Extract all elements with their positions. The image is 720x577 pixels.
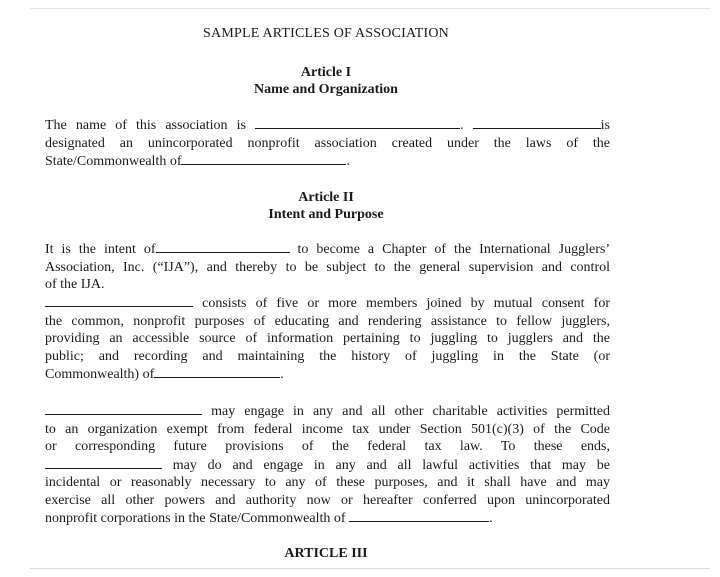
article-2-paragraph-1 [45,240,610,294]
paragraph-line: designated an unincorporated nonprofit association created under the laws of the [45,135,610,151]
state-blank [181,152,346,165]
paragraph-line: public; and recording and maintaining the history of juggling in the State (or [45,348,610,364]
paragraph-line: incidental or reasonably necessary to any of these purposes, and it shall have and may [45,475,610,490]
paragraph-line [45,152,610,171]
paragraph-line: the common, nonprofit purposes of educating and rendering assistance to fellow jugglers, [45,313,610,329]
article-2-heading: Article II [298,190,354,205]
paragraph-line: exercise all other powers and authority now or hereafter conferred upon unincorporated [45,492,610,508]
chapter-name-blank [45,294,193,307]
paragraph-line [45,116,610,135]
text-segment: State/Commonwealth of [45,154,182,169]
text-segment: . [460,118,464,133]
paragraph-line: Association, Inc. (“IJA”), and thereby to be subject to the general supervision and control [45,259,610,275]
paragraph-line [45,402,610,421]
page-top-edge [30,8,710,9]
article-2-paragraph-2 [45,294,610,384]
text-segment: to become a Chapter of the International Jugglers’ [297,242,610,257]
association-name-blank-2 [473,116,601,129]
article-1-heading: Article I [300,65,352,80]
article-1-paragraph [45,116,610,171]
paragraph-line [45,509,610,528]
text-segment: is [600,118,610,133]
text-segment: nonprofit corporations in the State/Commonwealth of [45,511,346,526]
text-segment: consists of five or more members joined by mutual consent for [202,296,610,311]
paragraph-line: or corresponding future provisions of the federal tax law. To these ends, [45,439,610,454]
text-segment: . [489,511,493,526]
article-3-heading: ARTICLE III [284,546,368,561]
article-2-paragraph-3 [45,402,610,528]
text-segment: The name of this association is [45,118,246,133]
text-segment: may do and engage in any and all lawful activities that may be [172,457,610,473]
state-blank [349,509,489,522]
paragraph-line: to an organization exempt from federal income tax under Section 501(c)(3) of the Code [45,421,610,437]
text-segment: Commonwealth) of [45,367,155,382]
paragraph-line [45,240,610,259]
state-blank [154,365,280,378]
text-segment: It is the intent of [45,242,156,257]
paragraph-line: providing an accessible source of information pertaining to juggling to jugglers and the [45,331,610,346]
article-2-subheading: Intent and Purpose [268,207,384,222]
text-segment: may engage in any and all other charitable activities permitted [211,404,611,419]
text-segment: . [280,367,284,382]
paragraph-line [45,365,610,384]
text-segment: . [346,154,350,169]
article-1-subheading: Name and Organization [254,82,398,97]
paragraph-line [45,294,610,313]
page-bottom-edge [30,568,710,569]
chapter-name-blank [156,240,290,253]
chapter-name-blank [45,402,202,415]
association-name-blank [255,116,460,129]
paragraph-line [45,456,610,475]
paragraph-line: of the IJA. [45,277,105,292]
chapter-name-blank [45,456,162,469]
document-title: SAMPLE ARTICLES OF ASSOCIATION [203,26,449,41]
